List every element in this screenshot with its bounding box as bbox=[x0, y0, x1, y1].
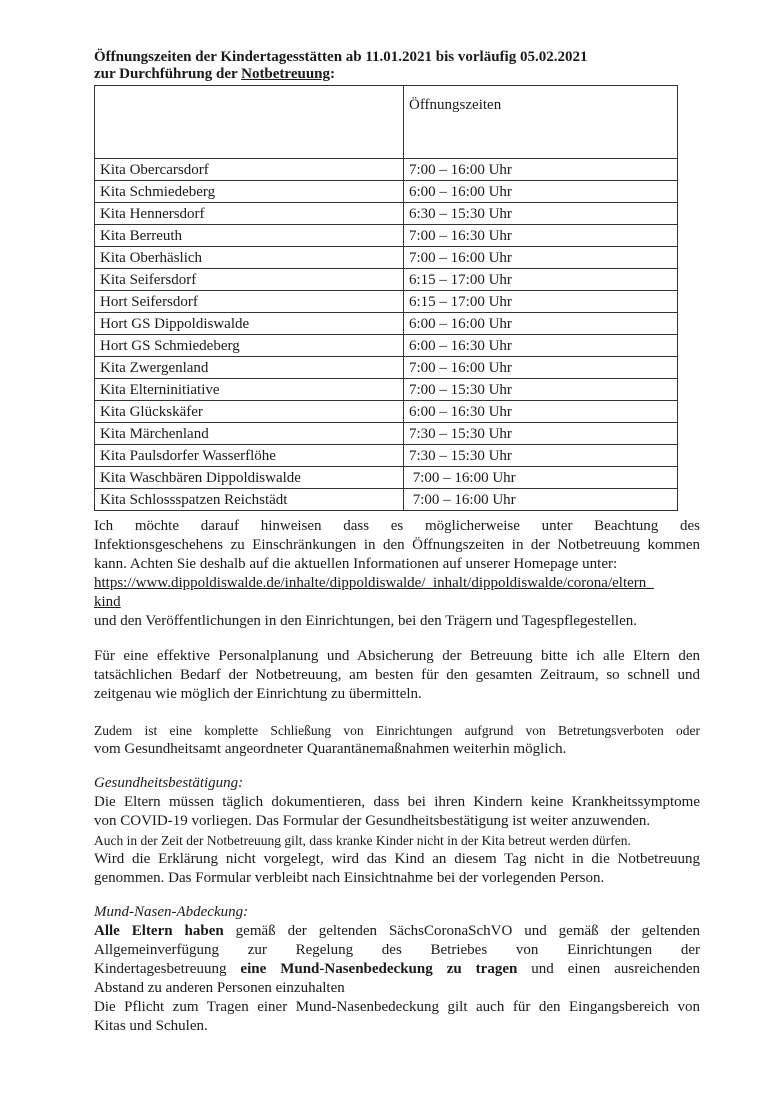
table-row bbox=[95, 401, 678, 423]
facility-name: Kita Schlossspatzen Reichstädt bbox=[95, 489, 404, 511]
facility-hours: 6:15 – 17:00 Uhr bbox=[404, 291, 678, 313]
facility-hours: 6:00 – 16:30 Uhr bbox=[404, 401, 678, 423]
mask-section bbox=[94, 903, 700, 1036]
mask-line-4: Abstand zu anderen Personen einzuhalten bbox=[94, 980, 345, 996]
notice-line-3: kann. Achten Sie deshalb auf die aktuellen Informationen auf unserer Homepage unter: bbox=[94, 556, 618, 572]
facility-hours: 6:00 – 16:00 Uhr bbox=[404, 181, 678, 203]
heading-line-2 bbox=[94, 66, 734, 83]
health-line-1: Die Eltern müssen täglich dokumentieren, dass bei ihren Kindern keine Krankheitssymptome bbox=[94, 794, 700, 810]
mask-line-6: Kitas und Schulen. bbox=[94, 1018, 208, 1034]
facility-name: Kita Zwergenland bbox=[95, 357, 404, 379]
health-line-5: genommen. Das Formular verbleibt nach Einsichtnahme bei der vorlegenden Person. bbox=[94, 870, 605, 886]
table-row bbox=[95, 181, 678, 203]
facility-hours: 6:15 – 17:00 Uhr bbox=[404, 269, 678, 291]
notice-line-2: Infektionsgeschehens zu Einschränkungen in den Öffnungszeiten in der Notbetreuung kommen bbox=[94, 537, 700, 553]
notice-paragraph bbox=[94, 517, 700, 631]
table-header-hours: Öffnungszeiten bbox=[404, 86, 678, 159]
facility-name: Kita Glückskäfer bbox=[95, 401, 404, 423]
facility-hours: 7:00 – 16:30 Uhr bbox=[404, 225, 678, 247]
table-row bbox=[95, 357, 678, 379]
table-row bbox=[95, 335, 678, 357]
planning-paragraph bbox=[94, 647, 700, 704]
heading-line-2-prefix: zur Durchführung der bbox=[94, 66, 242, 82]
facility-name: Kita Paulsdorfer Wasserflöhe bbox=[95, 445, 404, 467]
facility-hours: 7:00 – 15:30 Uhr bbox=[404, 379, 678, 401]
closure-line-1: Zudem ist eine komplette Schließung von Einrichtungen aufgrund von Betretungsverboten oder bbox=[94, 723, 700, 738]
facility-hours: 7:00 – 16:00 Uhr bbox=[404, 357, 678, 379]
facility-name: Kita Waschbären Dippoldiswalde bbox=[95, 467, 404, 489]
homepage-link-line-2[interactable]: kind bbox=[94, 594, 121, 610]
mask-title: Mund-Nasen-Abdeckung: bbox=[94, 904, 249, 920]
facility-hours: 7:00 – 16:00 Uhr bbox=[404, 489, 678, 511]
table-row bbox=[95, 269, 678, 291]
facility-name: Hort GS Dippoldiswalde bbox=[95, 313, 404, 335]
homepage-link[interactable] bbox=[94, 574, 700, 612]
mask-line-1-bold: Alle Eltern haben bbox=[94, 923, 224, 939]
table-header-row bbox=[95, 86, 678, 159]
closure-paragraph bbox=[94, 721, 700, 759]
planning-line-2: tatsächlichen Bedarf der Notbetreuung, am besten für den gesamten Zeitraum, so schnell und bbox=[94, 667, 700, 683]
facility-name: Kita Obercarsdorf bbox=[95, 159, 404, 181]
health-title: Gesundheitsbestätigung: bbox=[94, 775, 244, 791]
facility-name: Kita Oberhäslich bbox=[95, 247, 404, 269]
mask-line-3 bbox=[94, 960, 700, 979]
facility-hours: 6:30 – 15:30 Uhr bbox=[404, 203, 678, 225]
table-row bbox=[95, 313, 678, 335]
table-row bbox=[95, 247, 678, 269]
mask-line-1 bbox=[94, 922, 700, 941]
facility-name: Kita Schmiedeberg bbox=[95, 181, 404, 203]
table-row bbox=[95, 291, 678, 313]
planning-line-1: Für eine effektive Personalplanung und Absicherung der Betreuung bitte ich alle Eltern den bbox=[94, 648, 700, 664]
heading-line-2-suffix: : bbox=[330, 66, 336, 82]
facility-name: Kita Seifersdorf bbox=[95, 269, 404, 291]
facility-hours: 6:00 – 16:00 Uhr bbox=[404, 313, 678, 335]
facility-hours: 7:30 – 15:30 Uhr bbox=[404, 445, 678, 467]
facility-name: Kita Elterninitiative bbox=[95, 379, 404, 401]
facility-hours: 7:00 – 16:00 Uhr bbox=[404, 467, 678, 489]
mask-line-5: Die Pflicht zum Tragen einer Mund-Nasenbedeckung gilt auch für den Eingangsbereich von bbox=[94, 999, 700, 1015]
opening-hours-table bbox=[94, 85, 678, 511]
table-row bbox=[95, 159, 678, 181]
table-header-name bbox=[95, 86, 404, 159]
homepage-link-line-1[interactable]: https://www.dippoldiswalde.de/inhalte/dippoldiswalde/_inhalt/dippoldiswalde/corona/eltern_ bbox=[94, 575, 654, 591]
heading-notbetreuung: Notbetreuung bbox=[241, 66, 331, 82]
facility-hours: 6:00 – 16:30 Uhr bbox=[404, 335, 678, 357]
mask-line-3-post: und einen ausreichenden bbox=[517, 961, 700, 977]
notice-line-4: und den Veröffentlichungen in den Einrichtungen, bei den Trägern und Tagespflegestellen. bbox=[94, 613, 637, 629]
table-row bbox=[95, 379, 678, 401]
facility-hours: 7:00 – 16:00 Uhr bbox=[404, 247, 678, 269]
table-row bbox=[95, 467, 678, 489]
health-line-2: von COVID-19 vorliegen. Das Formular der Gesundheitsbestätigung ist weiter anzuwenden. bbox=[94, 813, 651, 829]
facility-hours: 7:00 – 16:00 Uhr bbox=[404, 159, 678, 181]
document-heading bbox=[94, 49, 734, 83]
heading-line-1: Öffnungszeiten der Kindertagesstätten ab 11.01.2021 bis vorläufig 05.02.2021 bbox=[94, 49, 588, 65]
health-line-4: Wird die Erklärung nicht vorgelegt, wird das Kind an diesem Tag nicht in die Notbetreuung bbox=[94, 851, 700, 867]
table-row bbox=[95, 489, 678, 511]
mask-line-3-pre: Kindertagesbetreuung bbox=[94, 961, 241, 977]
mask-line-2: Allgemeinverfügung zur Regelung des Betriebes von Einrichtungen der bbox=[94, 942, 700, 958]
facility-name: Kita Märchenland bbox=[95, 423, 404, 445]
facility-name: Kita Berreuth bbox=[95, 225, 404, 247]
health-section bbox=[94, 774, 700, 888]
table-row bbox=[95, 225, 678, 247]
planning-line-3: zeitgenau wie möglich der Einrichtung zu übermitteln. bbox=[94, 686, 422, 702]
table-row bbox=[95, 423, 678, 445]
table-row bbox=[95, 445, 678, 467]
health-line-3: Auch in der Zeit der Notbetreuung gilt, dass kranke Kinder nicht in der Kita betreut werden dürfen. bbox=[94, 833, 631, 848]
notice-line-1: Ich möchte darauf hinweisen dass es möglicherweise unter Beachtung des bbox=[94, 518, 700, 534]
facility-name: Kita Hennersdorf bbox=[95, 203, 404, 225]
facility-name: Hort Seifersdorf bbox=[95, 291, 404, 313]
closure-line-2: vom Gesundheitsamt angeordneter Quarantänemaßnahmen weiterhin möglich. bbox=[94, 741, 567, 757]
facility-name: Hort GS Schmiedeberg bbox=[95, 335, 404, 357]
mask-line-3-bold: eine Mund-Nasenbedeckung zu tragen bbox=[240, 961, 518, 977]
facility-hours: 7:30 – 15:30 Uhr bbox=[404, 423, 678, 445]
mask-line-1-rest: gemäß der geltenden SächsCoronaSchVO und gemäß der geltenden bbox=[223, 923, 700, 939]
table-row bbox=[95, 203, 678, 225]
